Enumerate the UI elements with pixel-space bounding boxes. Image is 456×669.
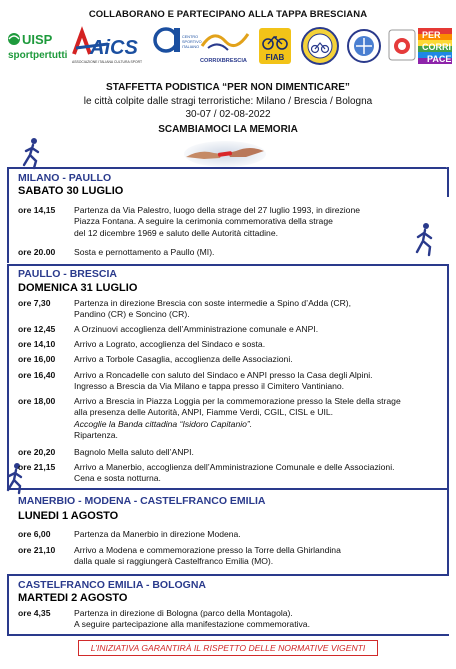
section-day: DOMENICA 31 LUGLIO: [18, 282, 138, 294]
svg-text:CENTRO: CENTRO: [182, 35, 199, 39]
section-bottom-bar: [7, 488, 449, 490]
section-bottom-bar: [7, 634, 449, 636]
aics-sub: ASSOCIAZIONE ITALIANA CULTURA SPORT: [72, 60, 143, 64]
schedule-description: Arrivo a Modena e commemorazione presso la Torre della Ghirlandina dalla quale si raggiungerà Castelfranco Emilia (MO).: [74, 545, 341, 567]
section-right-bar: [447, 264, 449, 488]
schedule-description: Arrivo a Roncadelle con saluto del Sindaco e ANPI presso la Casa degli Alpini. Ingresso a Brescia da Via Milano e tappa presso il Cimitero Vantiniano.: [74, 370, 373, 392]
schedule-description: Arrivo a Lograto, accoglienza del Sindaco e sosta.: [74, 339, 266, 349]
uisp-sub: sportpertutti: [8, 50, 68, 61]
event-subtitle: le città colpite dalle stragi terroristiche: Milano / Brescia / Bologna: [83, 96, 373, 107]
compliance-notice: L’INIZIATIVA GARANTIRÀ IL RISPETTO DELLE NORMATIVE VIGENTI: [78, 640, 378, 656]
schedule-description: Bagnolo Mella saluto dell’ANPI.: [74, 447, 194, 457]
section-top-bar: [7, 264, 449, 266]
schedule-description: Partenza da Manerbio in direzione Modena.: [74, 529, 241, 539]
schedule-time: ore 21,15: [18, 462, 56, 472]
schedule-time: ore 20.00: [18, 247, 56, 257]
pace-line-2: CORRI: [422, 42, 451, 52]
aics-text: AiCS: [90, 37, 138, 59]
section-top-bar: [7, 574, 449, 576]
schedule-description: Arrivo a Manerbio, accoglienza dell’Amministrazione Comunale e delle Associazioni. Cena e sosta notturna.: [74, 462, 395, 484]
schedule-description: Partenza in direzione Brescia con soste intermedie a Spino d’Adda (CR), Pandino (CR) e Soncino (CR).: [74, 298, 352, 320]
schedule-time: ore 20,20: [18, 447, 56, 457]
schedule-time: ore 18,00: [18, 396, 56, 406]
runner-icon: [18, 137, 48, 169]
svg-text:ITALIANO: ITALIANO: [182, 45, 200, 49]
section-left-bar: [7, 574, 9, 634]
section-title: MANERBIO - MODENA - CASTELFRANCO EMILIA: [18, 495, 266, 507]
polisportiva-badge-icon: [346, 26, 382, 66]
pace-line-1: PER: [422, 30, 441, 40]
relay-baton-image: [184, 141, 266, 167]
section-right-bar: [447, 488, 449, 576]
schedule-description: Partenza da Via Palestro, luogo della strage del 27 luglio 1993, in direzione Piazza Fontana. A seguire la cerimonia commemorativa della strage del 12 dicembre 1969 e saluto delle Autorità cittadine.: [74, 205, 361, 238]
section-title: MILANO - PAULLO: [18, 172, 112, 184]
fiab-logo: [258, 26, 292, 66]
schedule-time: ore 14,15: [18, 205, 56, 215]
percorripace-logo: [418, 26, 452, 66]
section-left-bar: [7, 167, 9, 263]
section-right-bar: [447, 167, 449, 197]
section-title: PAULLO - BRESCIA: [18, 268, 117, 280]
section-day: SABATO 30 LUGLIO: [18, 185, 124, 197]
schedule-description: Arrivo a Torbole Casaglia, accoglienza delle Associazioni.: [74, 354, 293, 364]
section-day: LUNEDI 1 AGOSTO: [18, 510, 119, 522]
event-dates: 30-07 / 02-08-2022: [185, 109, 271, 120]
schedule-time: ore 21,10: [18, 545, 56, 555]
podistica-badge-icon: [388, 26, 416, 66]
collaborano-heading: COLLABORANO E PARTECIPANO ALLA TAPPA BRESCIANA: [88, 9, 368, 20]
uisp-text: UISP: [22, 32, 53, 47]
bike-club-badge-icon: [300, 26, 340, 66]
aics-logo: [68, 26, 146, 66]
schedule-time: ore 4,35: [18, 608, 51, 618]
pace-line-3: PACE: [427, 54, 452, 64]
schedule-time: ore 14,10: [18, 339, 56, 349]
schedule-description: Partenza in direzione di Bologna (parco della Montagola). A seguire partecipazione alla manifestazione commemorativa.: [74, 608, 310, 630]
schedule-note-italic: Accoglie la Banda cittadina “Isidoro Capitanio”.: [74, 418, 253, 429]
schedule-time: ore 16,40: [18, 370, 56, 380]
event-title: STAFFETTA PODISTICA “PER NON DIMENTICARE”: [106, 82, 350, 93]
schedule-time: ore 6,00: [18, 529, 51, 539]
schedule-description: Sosta e pernottamento a Paullo (MI).: [74, 247, 215, 257]
section-title: CASTELFRANCO EMILIA - BOLOGNA: [18, 579, 207, 591]
section-left-bar: [7, 264, 9, 488]
svg-text:SPORTIVO: SPORTIVO: [182, 40, 202, 44]
corrixbrescia-text: CORRIXBRESCIA: [200, 58, 247, 64]
partner-logos: [6, 26, 452, 66]
fiab-text: FIAB: [265, 53, 285, 62]
schedule-time: ore 12,45: [18, 324, 56, 334]
event-motto: SCAMBIAMOCI LA MEMORIA: [158, 124, 298, 135]
uisp-logo: [6, 26, 68, 66]
csi-logo: [152, 26, 202, 66]
corrixbrescia-logo: [198, 26, 252, 66]
schedule-time: ore 16,00: [18, 354, 56, 364]
schedule-description: A Orzinuovi accoglienza dell’Amministrazione comunale e ANPI.: [74, 324, 319, 334]
schedule-time: ore 7,30: [18, 298, 51, 308]
section-day: MARTEDI 2 AGOSTO: [18, 592, 128, 604]
schedule-description: Arrivo a Brescia in Piazza Loggia per la commemorazione presso la Stele della strage alla presenza delle Autorità, ANPI, Fiamme Verdi, CGIL, CISL e UIL. Accoglie la Banda cittadina “Isidoro Capitanio”. Ripartenza.: [74, 396, 429, 441]
